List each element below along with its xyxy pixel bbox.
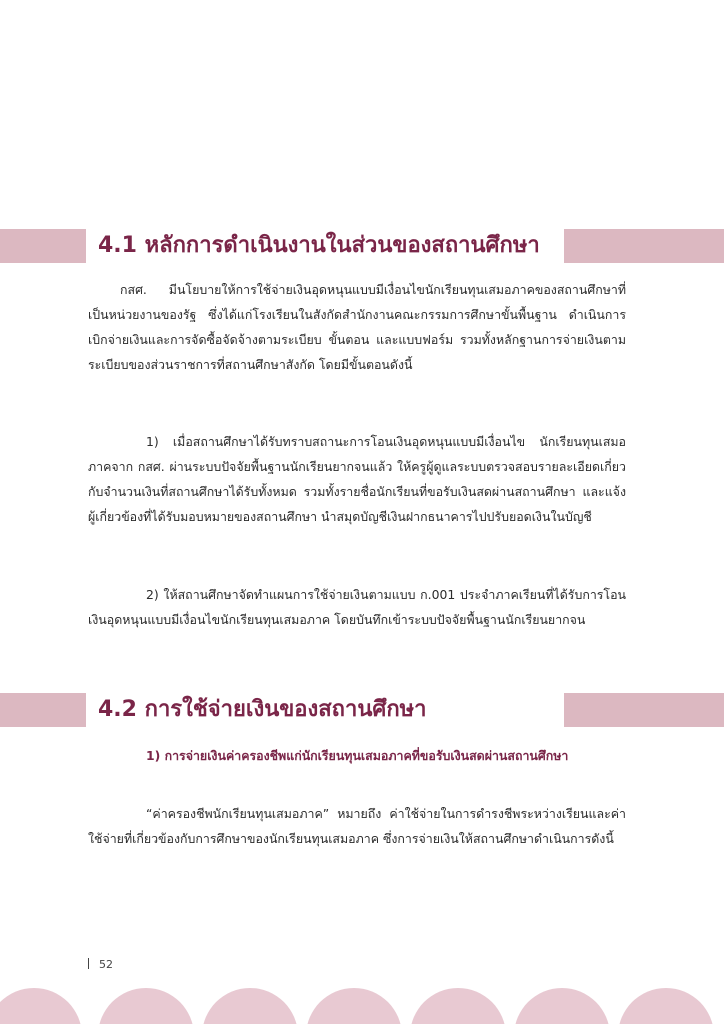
decor-circle (98, 988, 194, 1024)
page-footer (88, 958, 113, 971)
section-band-right (564, 229, 724, 263)
section-band-left (0, 229, 96, 263)
decor-circle (202, 988, 298, 1024)
decor-circle (410, 988, 506, 1024)
page-number: 52 (99, 958, 113, 971)
decorative-circles (0, 988, 724, 1024)
section-4-2-definition: “ค่าครองชีพนักเรียนทุนเสมอภาค” หมายถึง ค่าใช้จ่ายในการดำรงชีพระหว่างเรียนและค่าใช้จ่ายที่เกี่ยวข้องกับการศึกษาของนักเรียนทุนเสมอภาค ซึ่งการจ่ายเงินให้สถานศึกษาดำเนินการดังนี้ (88, 806, 626, 846)
section-4-1-item-2: 2) ให้สถานศึกษาจัดทำแผนการใช้จ่ายเงินตามแบบ ก.001 ประจำภาคเรียนที่ได้รับการโอนเงินอุดหนุนแบบมีเงื่อนไขนักเรียนทุนเสมอภาค โดยบันทึกเข้าระบบปัจจัยพื้นฐานนักเรียนยากจน (88, 587, 626, 627)
decor-circle (514, 988, 610, 1024)
section-4-1-title: 4.1 หลักการดำเนินงานในส่วนของสถานศึกษา (86, 226, 552, 266)
section-4-1-item-1: 1) เมื่อสถานศึกษาได้รับทราบสถานะการโอนเงินอุดหนุนแบบมีเงื่อนไข นักเรียนทุนเสมอภาคจาก กสศ. ผ่านระบบปัจจัยพื้นฐานนักเรียนยากจนแล้ว ให้ครูผู้ดูแลระบบตรวจสอบรายละเอียดเกี่ยวกับจำนวนเงินที่สถานศึกษาได้รับทั้งหมด รวมทั้งรายชื่อนักเรียนที่ขอรับเงินสดผ่านสถานศึกษา และแจ้งผู้เกี่ยวข้องที่ได้รับมอบหมายของสถานศึกษา นำสมุดบัญชีเงินฝากธนาคารไปปรับยอดเงินในบัญชี (88, 434, 626, 524)
decor-circle (0, 988, 82, 1024)
section-4-2-title: 4.2 การใช้จ่ายเงินของสถานศึกษา (86, 690, 439, 730)
section-band-left-2 (0, 693, 96, 727)
footer-divider (88, 958, 89, 969)
decor-circle (618, 988, 714, 1024)
section-4-1-intro: กสศ. มีนโยบายให้การใช้จ่ายเงินอุดหนุนแบบมีเงื่อนไขนักเรียนทุนเสมอภาคของสถานศึกษาที่เป็นหน่วยงานของรัฐ ซึ่งได้แก่โรงเรียนในสังกัดสำนักงานคณะกรรมการศึกษาขั้นพื้นฐาน ดำเนินการเบิกจ่ายเงินและการจัดซื้อจัดจ้างตามระเบียบ ขั้นตอน และแบบฟอร์ม รวมทั้งหลักฐานการจ่ายเงินตามระเบียบของส่วนราชการที่สถานศึกษาสังกัด โดยมีขั้นตอนดังนี้ (88, 282, 626, 372)
decor-circle (306, 988, 402, 1024)
section-4-2-item-1-title: 1) การจ่ายเงินค่าครองชีพแก่นักเรียนทุนเสมอภาคที่ขอรับเงินสดผ่านสถานศึกษา (146, 748, 569, 763)
section-band-right-2 (564, 693, 724, 727)
